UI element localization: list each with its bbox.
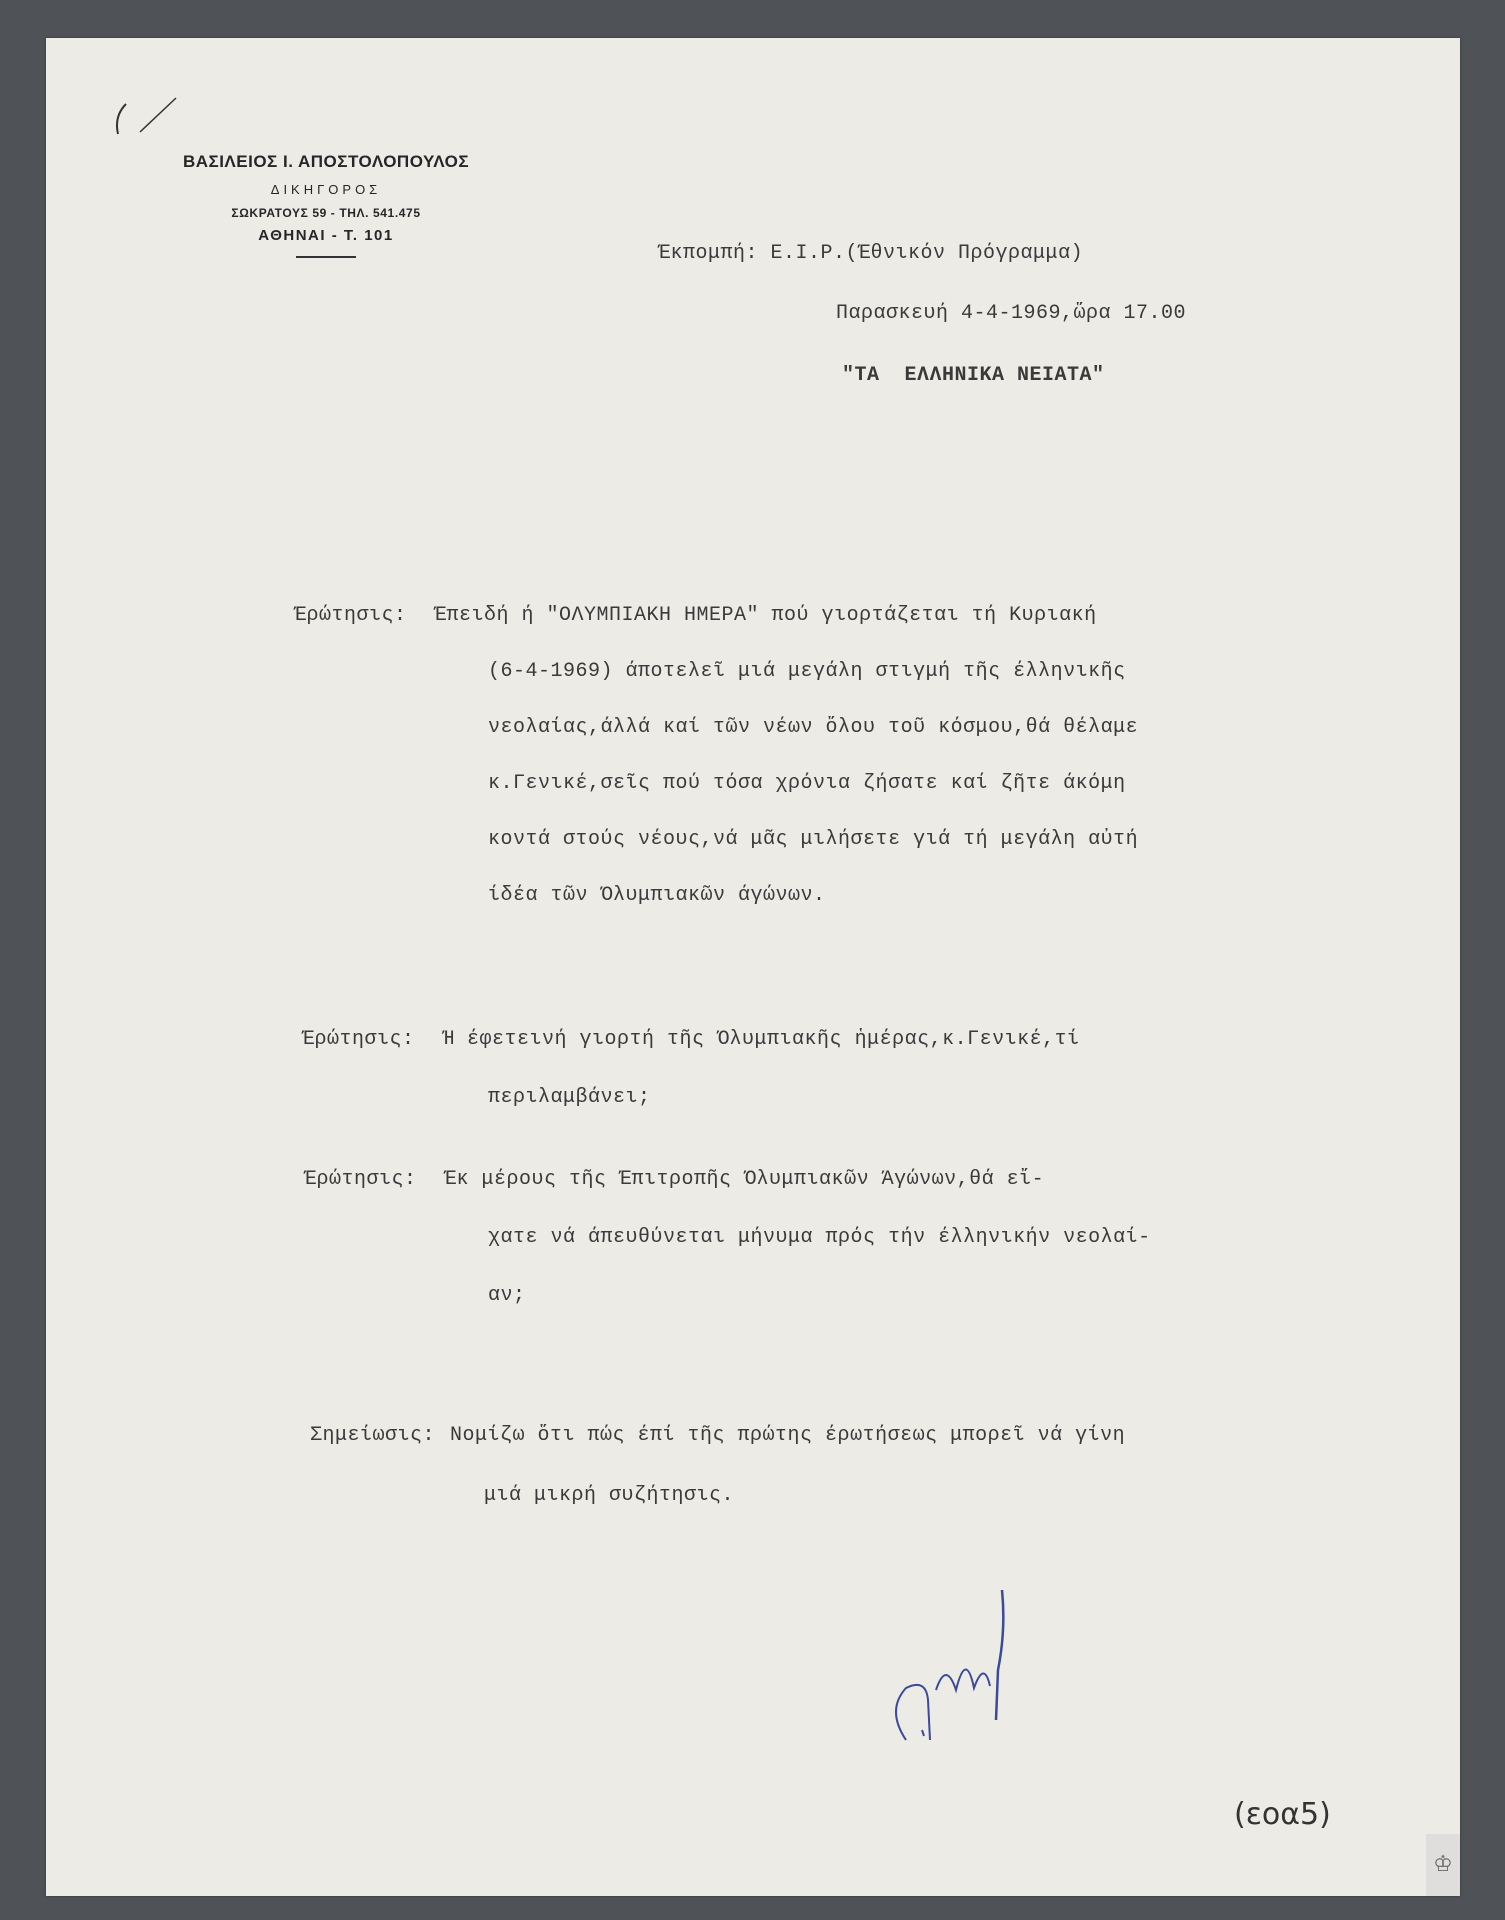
question-line: Έπειδή ή "ΟΛΥΜΠΙΑΚΗ ΗΜΕΡΑ" πού γιορτάζεται τή Κυριακή [434,604,1097,627]
question-label: Έρώτησις: [304,1168,417,1191]
archive-number [1216,1784,1416,1844]
question-line: ίδέα τῶν Όλυμπιακῶν άγώνων. [488,884,826,907]
broadcast-line: Έκπομπή: Ε.Ι.Ρ.(Έθνικόν Πρόγραμμα) [658,242,1084,265]
archive-number-text: (εοα5) [1234,1797,1331,1832]
note-line: μιά μικρή συζήτησις. [484,1484,735,1507]
question-line: Ή έφετεινή γιορτή τῆς Όλυμπιακῆς ἡμέρας,κ.Γενικέ,τί [442,1028,1080,1051]
pencil-mark-icon [106,94,186,144]
question-line: νεολαίας,άλλά καί τῶν νέων ὅλου τοῦ κόσμου,θά θέλαμε [488,716,1139,739]
letterhead-address: ΣΩΚΡΑΤΟΥΣ 59 - ΤΗΛ. 541.475 [231,206,421,220]
letterhead-rule [296,256,356,258]
handwritten-signature [866,1590,1036,1760]
question-label: Έρώτησις: [302,1028,415,1051]
question-label: Έρώτησις: [294,604,407,627]
letterhead-profession: ΔΙΚΗΓΟΡΟΣ [270,182,382,197]
date-line: Παρασκευή 4-4-1969,ὥρα 17.00 [836,302,1187,325]
question-line: αν; [488,1284,526,1307]
question-line: περιλαμβάνει; [488,1086,651,1109]
question-line: Έκ μέρους τῆς Έπιτροπῆς Όλυμπιακῶν Άγώνων,θά εἴ- [444,1168,1045,1191]
question-line: κοντά στούς νέους,νά μᾶς μιλήσετε γιά τή μεγάλη αὐτή [488,828,1139,851]
letterhead [166,152,486,258]
archive-stamp-icon: ♔ [1426,1834,1460,1896]
document-page [46,38,1460,1896]
question-line: κ.Γενικέ,σεῖς πού τόσα χρόνια ζήσατε καί ζῆτε άκόμη [488,772,1126,795]
letterhead-name: ΒΑΣΙΛΕΙΟΣ Ι. ΑΠΟΣΤΟΛΟΠΟΥΛΟΣ [182,152,470,171]
show-title: "ΤΑ ΕΛΛΗΝΙΚΑ ΝΕΙΑΤΑ" [842,364,1105,387]
question-line: χατε νά άπευθύνεται μήνυμα πρός τήν έλληνικήν νεολαί- [488,1226,1151,1249]
note-line: Νομίζω ὅτι πώς έπί τῆς πρώτης έρωτήσεως μπορεῖ νά γίνη [450,1424,1126,1447]
letterhead-city: ΑΘΗΝΑΙ - Τ. 101 [258,227,394,244]
question-line: (6-4-1969) άποτελεῖ μιά μεγάλη στιγμή τῆς έλληνικῆς [488,660,1126,683]
note-label: Σημείωσις: [310,1424,436,1447]
